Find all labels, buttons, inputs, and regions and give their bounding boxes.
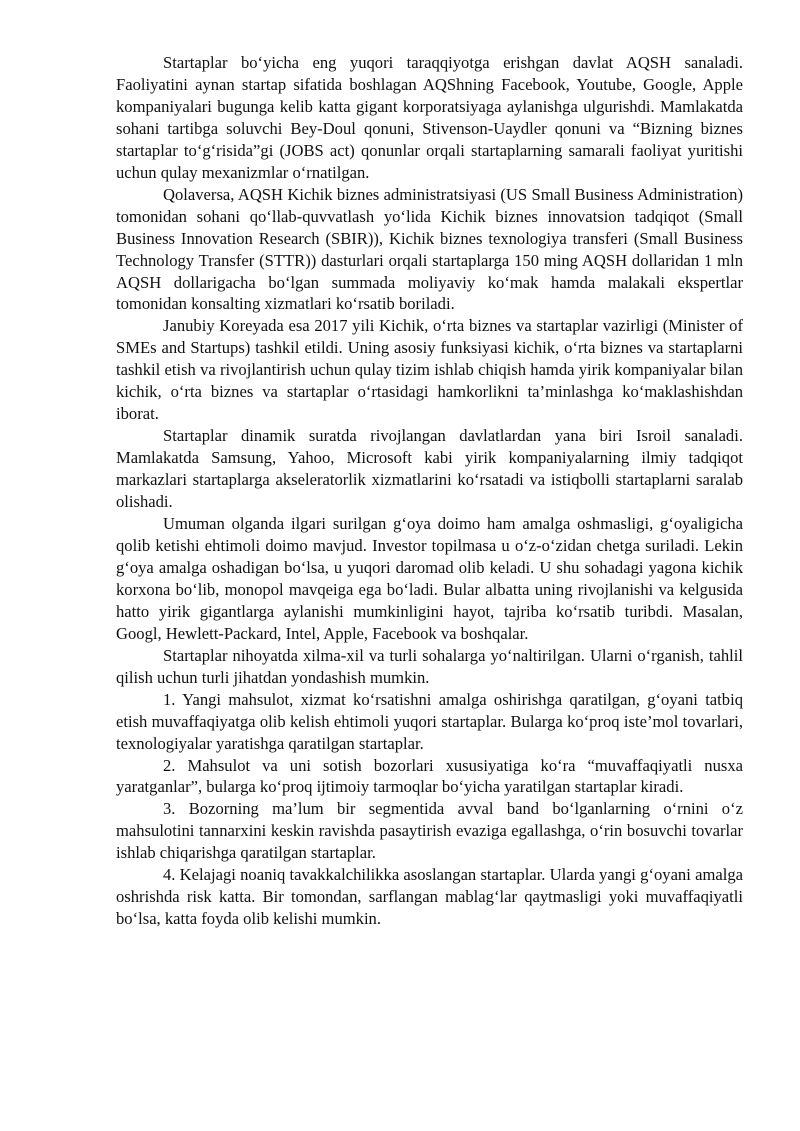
list-item-type-3: 3. Bozorning ma’lum bir segmentida avval band bo‘lganlarning o‘rnini o‘z mahsulotini tannarxini keskin ravishda pasaytirish evaziga egallashga, o‘rin bosuvchi tovarlar ishlab chiqarishga qaratilgan startaplar. [116, 799, 743, 863]
paragraph-startup-types-intro: Startaplar nihoyatda xilma-xil va turli sohalarga yo‘naltirilgan. Ularni o‘rganish, tahlil qilish uchun turli jihatdan yondashish mumkin. [116, 645, 743, 687]
list-item-type-2: 2. Mahsulot va uni sotish bozorlari xususiyatiga ko‘ra “muvaffaqiyatli nusxa yaratganlar”, bularga ko‘proq ijtimoiy tarmoqlar bo‘yicha yaratilgan startaplar kiradi. [116, 755, 743, 797]
paragraph-south-korea: Janubiy Koreyada esa 2017 yili Kichik, o‘rta biznes va startaplar vazirligi (Minister of SMEs and Startups) tashkil etildi. Uning asosiy funksiyasi kichik, o‘rta biznes va startaplarni tashkil etish va rivojlantirish uchun qulay tizim ishlab chiqish hamda yirik kompaniyalar bilan kichik, o‘rta biznes va startaplar o‘rtasidagi hamkorlikni ta’minlashga ko‘maklashishdan iborat. [116, 316, 743, 424]
paragraph-us-small-business-administration: Qolaversa, AQSH Kichik biznes administratsiyasi (US Small Business Administration) tomonidan sohani qo‘llab-quvvatlash yo‘lida Kichik biznes innovatsion tadqiqot (Small Business Innovation Research (SBIR)), Kichik biznes texnologiya transferi (Small Business Technology Transfer (STTR)) dasturlari orqali startaplarga 150 ming AQSH dollaridan 1 mln AQSH dollarigacha bo‘lgan summada moliyaviy ko‘mak hamda malakali ekspertlar tomonidan konsalting xizmatlari ko‘rsatib boriladi. [116, 184, 743, 314]
list-item-type-1: 1. Yangi mahsulot, xizmat ko‘rsatishni amalga oshirishga qaratilgan, g‘oyani tatbiq etish muvaffaqiyatga olib kelish ehtimoli yuqori startaplar. Bularga ko‘proq iste’mol tovarlari, texnologiyalar yaratishga qaratilgan startaplar. [116, 689, 743, 753]
paragraph-idea-risk: Umuman olganda ilgari surilgan g‘oya doimo ham amalga oshmasligi, g‘oyaligicha qolib ketishi ehtimoli doimo mavjud. Investor topilmasa u o‘z-o‘zidan chetga suriladi. Lekin g‘oya amalga oshadigan bo‘lsa, u yuqori daromad olib keladi. U shu sohadagi yagona kichik korxona bo‘lib, monopol mavqeiga ega bo‘ladi. Bular albatta uning rivojlanishi va kelgusida hatto yirik gigantlarga aylanishi mumkinligini hayot, tajriba ko‘rsatib turibdi. Masalan, Googl, Hewlett-Packard, Intel, Apple, Facebook va boshqalar. [116, 514, 743, 643]
paragraph-usa-startups: Startaplar bo‘yicha eng yuqori taraqqiyotga erishgan davlat AQSH sanaladi. Faoliyatini aynan startap sifatida boshlagan AQShning Facebook, Youtube, Google, Apple kompaniyalari bugunga kelib katta gigant korporatsiyaga aylanishga ulgurishdi. Mamlakatda sohani tartibga soluvchi Bey-Doul qonuni, Stivenson-Uaydler qonuni va “Bizning biznes startaplar to‘g‘risida”gi (JOBS act) qonunlar orqali startaplarning samarali faoliyat yuritishi uchun qulay mexanizmlar o‘rnatilgan. [116, 53, 743, 182]
paragraph-israel: Startaplar dinamik suratda rivojlangan davlatlardan yana biri Isroil sanaladi. Mamlakatda Samsung, Yahoo, Microsoft kabi yirik kompaniyalarning ilmiy tadqiqot markazlari startaplarga akseleratorlik xizmatlarini ko‘rsatadi va istiqbolli startaplarni saralab olishadi. [116, 426, 743, 512]
list-item-type-4: 4. Kelajagi noaniq tavakkalchilikka asoslangan startaplar. Ularda yangi g‘oyani amalga oshrishda risk katta. Bir tomondan, sarflangan mablag‘lar qaytmasligi yoki muvaffaqiyatli bo‘lsa, katta foyda olib kelishi mumkin. [116, 865, 743, 929]
